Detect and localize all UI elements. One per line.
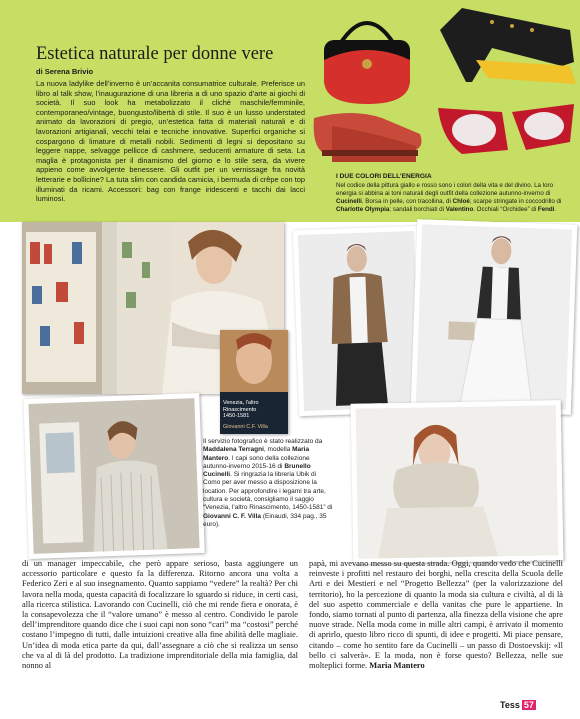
article-signature: Maria Mantero bbox=[369, 661, 425, 671]
book-title-line2: 1450-1581 bbox=[223, 413, 250, 419]
sandal-image bbox=[440, 8, 576, 84]
photo-model-window bbox=[23, 393, 204, 559]
page-number: 57 bbox=[523, 700, 534, 710]
body-col2-text: papà, mi avevano messo su questa strada. Oggi, quando vedo che Cucinelli reinveste i profitti nel restauro dei borghi, nella crescita della Scuola delle Arti e dei Mestieri e nel “Progetto Bellezza” (per la valorizzazione del territorio), ho la percezione di quanto la moda sia cultura e civiltà, al di là del suo aspetto commerciale e della vanitas che pure le appartiene. In fondo, siamo tornati al punto di partenza, alla finezza della visione che apre nuove strade. Nella moda come in mille altri campi, è arrivato il momento di aprirlo, questo libro ricco di spunti, di idee e progetti. Mi piace pensare, citando – come ho sentito fare da Cucinelli – un passo di Dostoevskij: «Il bello ci salverà». E la moda, non è forse questo? Bellezza, nelle sue molteplici forme. bbox=[309, 559, 563, 671]
page-footer bbox=[500, 700, 536, 710]
bag-image bbox=[324, 23, 410, 104]
article-byline: di Serena Brivio bbox=[36, 67, 94, 76]
body-column-1 bbox=[22, 559, 298, 671]
magazine-name: Tess bbox=[500, 700, 520, 710]
photo-model-trousers bbox=[411, 219, 578, 414]
body-column-2 bbox=[309, 559, 563, 671]
body-col1-text: di un manager impeccabile, che però appare serioso, basta aggiungere un accessorio particolare e questo fa la differenza. Ritorno ancora una volta a Federico Zeri e al suo insegnamento. Quanto sappiamo “vedere” la realtà? Per chi lavora nella moda, questa capacità di focalizzare lo sguardo si riduce, in certi casi, alla ricerca stilistica. Lavorando con Cucinelli, ciò che mi rende fiera e onorata, è la consapevolezza che il “valore umano” è messo al centro. Condivido le parole dell’imprenditore quando dice che i suoi capi non sono “cari” ma “costosi” perché costano l’impegno di tutti, dalle intuizioni creative alla fine abilità delle magliaie. Un’idea di moda etica parte da qui, dall’assegnare a ciò che si realizza un senso che va al di là del prodotto. La tradizione imprenditoriale della mia famiglia, dal nonno al bbox=[22, 559, 298, 671]
article-title: Estetica naturale per donne vere bbox=[36, 44, 274, 64]
book-title-line1: Venezia, l'altro Rinascimento bbox=[223, 400, 259, 413]
photo-credits-caption: Il servizio fotografico è stato realizzato da Maddalena Terragni, modella Maria Mantero. I capi sono della collezione autunno-inverno 2015-16 di Brunello Cucinelli. Si ringrazia la libreria Ubik di Como per aver messo a disposizione la location. Per approfondire i legami tra arte, cultura e società, consigliamo il saggio “Venezia, l’altro Rinascimento, 1450-1581” di Giovanni C. F. Villa (Einaudi, 334 pag., 35 euro). bbox=[203, 438, 333, 528]
products-caption-text: Nel codice della pittura giallo e rosso sono i colori della vita e del divino. La loro energia si abbina ai toni naturali degli outfit della collezione autunno-inverno di Cucinelli. Borsa in pelle, con tracollina, di Chloé; scarpe stringate in coccodrillo di Charlotte Olympia; sandali borchiati di Valentino. Occhiali “Orchidee” di Fendi. bbox=[336, 182, 562, 213]
article-intro: La nuova ladylike dell’inverno è un’accanita consumatrice culturale. Preferisce un libro al talk show, l’inaugurazione di una libreria a di uno spazio d’arte ai giochi di società. Il suo look ha metabolizzato il cliché maschile/femminile, contemporaneo/vintage, buongusto/libertà di stile. Il suo è un lusso understated animato da lavorazioni di pregio, un’estetica fatta di materiali naturali e di lavorazioni artigianali, vecchi telai e tecniche innovative. Superfici organiche si cospargono di limature di metalli nobili. Sedimenti di legni si depositano su leggere nappe, selvagge pellicce di cashmere, seducenti armature di seta. La maglia è protagonista per il dinamismo del giorno e lo stile sera, da vivere appieno come avvolgente benessere. Gli outfit per un vernissage fra novità letterarie e bollicine? La tuta slim con candida camicia, i bermuda di crêpe con top illuminati da ricami. Accessori: bag con frange iridescenti e tacchi dai lacci luminosi. bbox=[36, 79, 305, 204]
photo-model-snood bbox=[351, 400, 564, 564]
red-shoes-image bbox=[314, 113, 422, 162]
sunglasses-image bbox=[438, 104, 574, 154]
book-cover bbox=[220, 330, 288, 434]
book-author: Giovanni C.F. Villa bbox=[223, 423, 268, 430]
products-caption-title: I DUE COLORI DELL’ENERGIA bbox=[336, 173, 432, 180]
photo-model-vest bbox=[293, 226, 425, 416]
product-illustrations bbox=[312, 0, 580, 172]
